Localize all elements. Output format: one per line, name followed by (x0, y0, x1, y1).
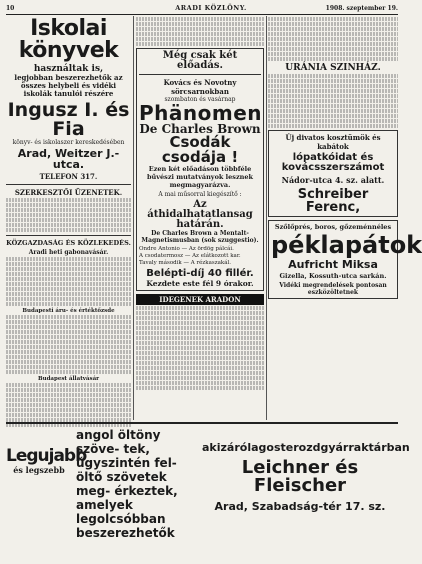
ad-venue: Kovács és Novotny sörcsarnokban (163, 78, 237, 96)
article-body (268, 17, 398, 61)
ad-note: Vidéki megrendelések pontosan eszközöltetnek (279, 282, 387, 296)
ad-performer: De Charles Brown (139, 122, 261, 136)
ad-slogan: Csodák csodája ! (161, 133, 239, 166)
article-body (6, 257, 131, 306)
column-2 (136, 16, 264, 416)
article-body (6, 315, 131, 374)
ad-phone: TELEFON 317. (39, 172, 98, 181)
ad-days: szombaton és vasárnap (164, 96, 236, 103)
ad-address: Arad, Weitzer J.-utca. (17, 147, 120, 171)
theater-ad (136, 48, 264, 291)
ad-firm-sub: könyv- és iskolaszer kereskedésében (12, 139, 125, 146)
ad-text: A mai műsorral kiegészítő : (158, 191, 242, 198)
column-divider (133, 16, 134, 420)
baker-ad (268, 220, 422, 299)
ad-title: Iskolai könyvek (18, 16, 119, 63)
paper-title: ARADI KÖZLÖNY. (175, 4, 247, 12)
page-header (6, 4, 398, 15)
bottom-ad (6, 422, 410, 562)
sub-heading: Aradi heti gabonavásár. (28, 249, 109, 256)
bottom-ad-middle (76, 428, 196, 556)
ad-act: Az áthidalhatatlansag határán. (147, 199, 253, 230)
ad-product: péklapátok (271, 231, 422, 259)
ad-product: lópatkóidat és kovácsszerszámot (281, 152, 385, 173)
program-line: Tavaly második — A rézkaszakál. (139, 260, 231, 266)
bottom-ad-left (6, 428, 87, 556)
ad-text: angol öltöny szöve- tek, úgyszintén fel- öltő szövetek meg- érkeztek, amelyek legolcsóbban beszerezhetők (76, 428, 178, 540)
ad-program (139, 246, 261, 267)
ad-address: Nádor-utca 4. sz. alatt. (281, 175, 385, 185)
ad-title: Legujabb (6, 446, 87, 466)
section-heading: SZERKESZTŐI ÜZENETEK. (14, 188, 123, 197)
issue-date: 1908. szeptember 19. (325, 5, 398, 12)
ad-firm: Leichner és Fleischer (241, 457, 359, 496)
article-body (136, 306, 264, 390)
column-divider (266, 16, 267, 420)
section-heading: IDEGENEK ARADON (136, 294, 264, 305)
sub-heading: Budapesti áru- és értéktőzsde (22, 308, 115, 314)
ad-performer-title: Phänomen (139, 101, 263, 125)
ad-price: Belépti-díj 40 fillér. (146, 268, 254, 279)
program-line: Ondre Antonio — Az ördög pálcái. (139, 246, 234, 252)
ad-text: Ezen két előadáson többféle bűvészi mutatványok lesznek megmagyarázva. (147, 165, 253, 189)
ad-address: Gizella, Kossuth-utca sarkán. (279, 272, 387, 280)
ad-subtitle: és legszebb (13, 465, 65, 475)
ad-headline: Még csak két előadás. (162, 50, 238, 71)
sub-heading: Budapest állatvásár (37, 376, 100, 382)
ad-headline: Új divatos kosztümök és kabátok (285, 133, 381, 151)
ad-subtitle: használtak is, (33, 64, 104, 74)
ad-firm: Aufricht Miksa (288, 258, 378, 271)
article-body (136, 17, 264, 46)
ad-firm: Ingusz I. és Fia (7, 99, 130, 140)
program-line: A csodatermosz — Az elátkozott kar. (139, 253, 241, 259)
section-heading: URÁNIA SZINHÁZ. (285, 63, 381, 73)
page-number: 10 (6, 5, 15, 12)
ad-headline: Szőlőprés, boros, gőzeménnéles (274, 223, 392, 231)
bottom-ad-right (202, 428, 410, 556)
article-body (6, 383, 131, 427)
ad-time: Kezdete este fél 9 órakor. (146, 279, 254, 288)
column-1 (6, 16, 131, 416)
column-3 (268, 16, 422, 416)
ad-text: akizárólagosterozdgyárraktárban (202, 441, 410, 454)
ad-text: De Charles Brown a Mentalt-Magnetismusban (sok szuggestio). (141, 230, 259, 244)
article-body (6, 198, 131, 232)
ad-address: Arad, Szabadság-tér 17. sz. (214, 500, 386, 513)
ad-description: legjobban beszerezhetők az összes helybeli és vidéki iskolák tanulói részére (14, 73, 123, 98)
article-body (268, 74, 398, 128)
section-heading: KÖZGAZDASÁG ÉS KÖZLEKEDÉS. (6, 239, 131, 247)
ad-firm: Schreiber Ferenc, (297, 187, 369, 215)
smith-ad (268, 130, 398, 217)
